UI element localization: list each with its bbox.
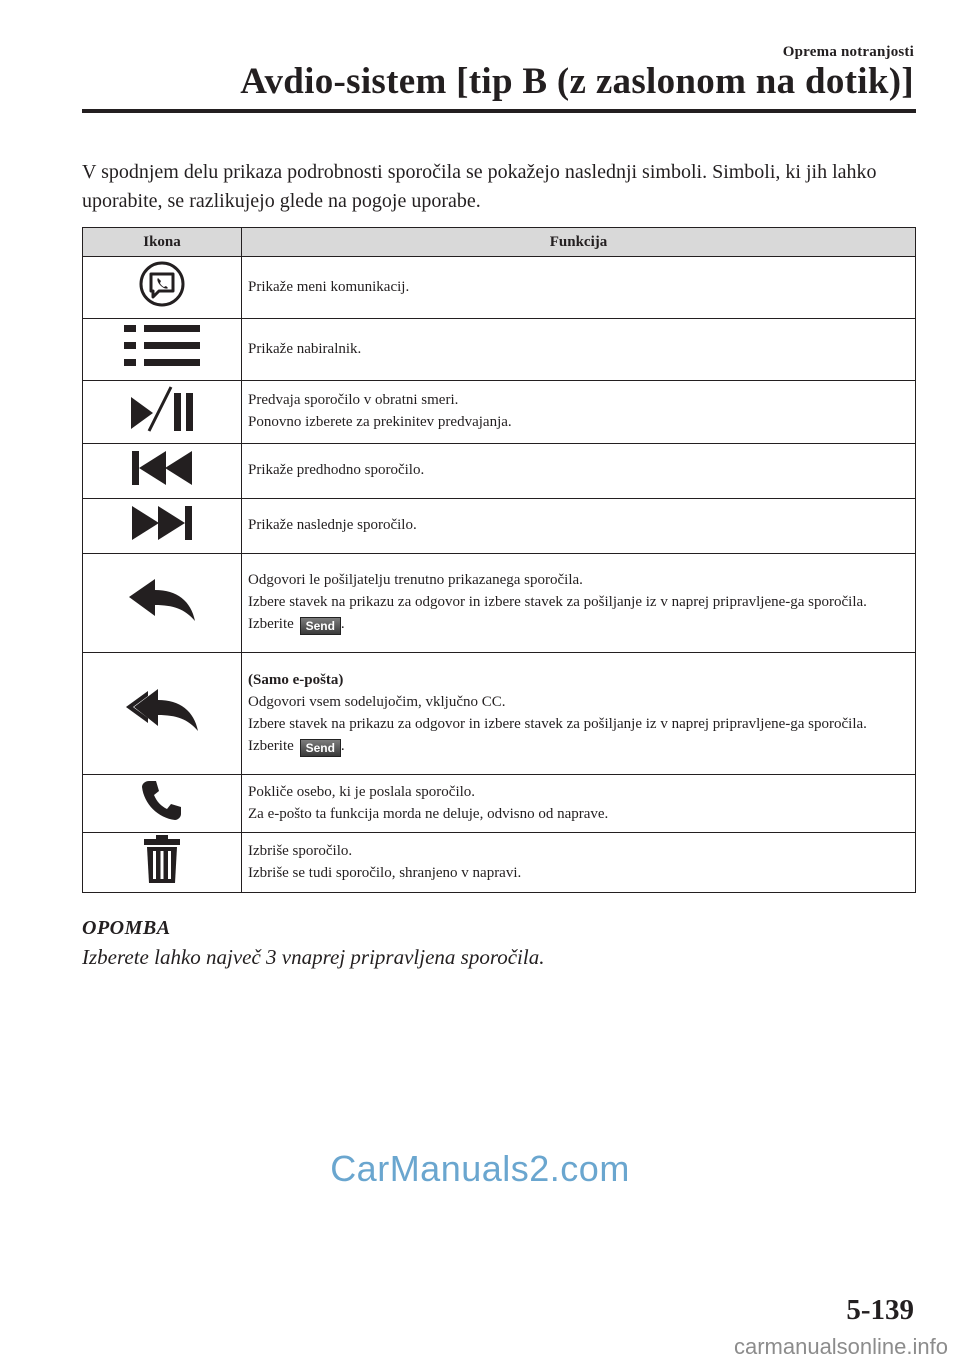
reply-icon (127, 577, 197, 623)
send-button[interactable]: Send (300, 739, 341, 757)
function-cell (242, 319, 916, 381)
function-cell (242, 775, 916, 833)
footer-link[interactable]: carmanualsonline.info (733, 1334, 948, 1359)
note-text: Izberete lahko največ 3 vnaprej pripravljena sporočila. (82, 945, 545, 969)
icon-cell (83, 653, 242, 775)
icon-cell (83, 381, 242, 444)
function-cell (242, 833, 916, 893)
message-phone-icon (137, 259, 187, 309)
intro-paragraph: V spodnjem delu prikaza podrobnosti sporočila se pokažejo naslednji simboli. Simboli, ki jih lahko uporabite, se razlikujejo glede na pogoje uporabe. (82, 161, 877, 212)
function-text: Za e-pošto ta funkcija morda ne deluje, odvisno od naprave. (248, 805, 609, 822)
icon-cell (83, 554, 242, 653)
table-header-row (83, 228, 916, 257)
page-title: Avdio-sistem [tip B (z zaslonom na dotik)] (240, 61, 914, 102)
function-cell (242, 257, 916, 319)
icon-cell (83, 833, 242, 893)
table-row (83, 444, 916, 499)
function-text: Prikaže naslednje sporočilo. (248, 517, 417, 533)
function-text: Izbere stavek na prikazu za odgovor in izbere stavek za pošiljanje iz v naprej pripravljene-ga sporočila. (248, 594, 867, 610)
play-pause-icon (127, 383, 197, 435)
select-text: Izberite (248, 616, 294, 632)
send-button[interactable]: Send (300, 617, 341, 635)
section-label: Oprema notranjosti (782, 44, 914, 60)
table-row (83, 833, 916, 893)
function-text: Pokliče osebo, ki je poslala sporočilo. (248, 783, 476, 800)
function-cell (242, 653, 916, 775)
phone-icon (140, 778, 184, 822)
select-text: Izberite (248, 737, 294, 754)
trash-icon (142, 834, 182, 884)
next-track-icon (130, 503, 194, 543)
table-row (83, 653, 916, 775)
icon-cell (83, 257, 242, 319)
function-cell (242, 499, 916, 554)
function-text: Predvaja sporočilo v obratni smeri. (248, 392, 459, 408)
function-text: Izbere stavek na prikazu za odgovor in izbere stavek za pošiljanje iz v naprej pripravljene-ga sporočila. (248, 715, 867, 732)
select-line: Izberite Send . (248, 616, 345, 633)
function-cell (242, 554, 916, 653)
watermark: CarManuals2.com (330, 1148, 630, 1189)
previous-track-icon (130, 448, 194, 488)
column-header-icon: Ikona (83, 228, 242, 257)
icon-cell (83, 444, 242, 499)
icon-cell (83, 499, 242, 554)
table-row (83, 257, 916, 319)
icon-cell (83, 319, 242, 381)
list-icon (122, 320, 202, 372)
icon-cell (83, 775, 242, 833)
table-row (83, 499, 916, 554)
table-row (83, 381, 916, 444)
function-cell (242, 444, 916, 499)
function-text: Ponovno izberete za prekinitev predvajanja. (248, 414, 512, 430)
function-text: Prikaže predhodno sporočilo. (248, 462, 425, 478)
table-row (83, 554, 916, 653)
icon-table (82, 227, 916, 893)
function-text: Izbriše se tudi sporočilo, shranjeno v napravi. (248, 864, 522, 881)
function-cell (242, 381, 916, 444)
function-title: (Samo e-pošta) (248, 671, 344, 688)
function-text: Odgovori vsem sodelujočim, vključno CC. (248, 693, 506, 710)
table-row (83, 775, 916, 833)
column-header-function: Funkcija (242, 228, 916, 257)
table-row (83, 319, 916, 381)
function-text: Prikaže meni komunikacij. (248, 278, 410, 295)
function-text: Odgovori le pošiljatelju trenutno prikazanega sporočila. (248, 572, 583, 588)
note-heading: OPOMBA (82, 917, 171, 939)
select-line: Izberite Send . (248, 737, 345, 755)
reply-all-icon (124, 687, 200, 733)
function-text: Prikaže nabiralnik. (248, 340, 362, 357)
header-rule (82, 109, 916, 113)
page-number: 5-139 (846, 1294, 914, 1326)
function-text: Izbriše sporočilo. (248, 842, 353, 859)
